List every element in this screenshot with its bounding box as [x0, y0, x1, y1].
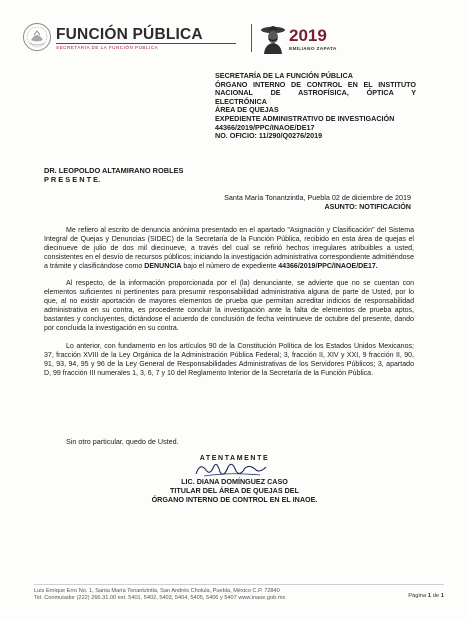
ref-line: EXPEDIENTE ADMINISTRATIVO DE INVESTIGACIÓN: [215, 113, 395, 123]
signatory-title: TITULAR DEL ÁREA DE QUEJAS DEL: [170, 485, 299, 495]
footer-rule: [34, 584, 444, 585]
ref-line: ÁREA DE QUEJAS: [215, 105, 279, 115]
letter-body: [44, 226, 414, 386]
zapata-portrait-icon: [259, 22, 287, 54]
header-divider: [251, 24, 252, 52]
year-logo: 2019: [289, 26, 327, 45]
ref-line: ELECTRÓNICA: [215, 96, 267, 106]
signatory-title: ÓRGANO INTERNO DE CONTROL EN EL INAOE.: [151, 494, 318, 504]
org-name: FUNCIÓN PÚBLICA: [56, 26, 203, 43]
footer: [34, 588, 444, 603]
recipient: [44, 166, 183, 184]
paragraph-text: bajo el número de expediente: [181, 263, 279, 271]
place-date: Santa María Tonantzintla, Puebla 02 de diciembre de 2019: [224, 193, 411, 202]
page-total: 1: [440, 593, 444, 599]
reference-block: [215, 72, 416, 141]
mexico-seal-icon: [22, 22, 52, 52]
ref-line: ÓRGANO INTERNO DE CONTROL EN EL INSTITUTO: [215, 79, 416, 89]
paragraph: [44, 226, 414, 271]
year-subtitle: EMILIANO ZAPATA: [289, 47, 337, 52]
recipient-present: P R E S E N T E.: [44, 175, 101, 184]
attentively: ATENTAMENTE: [199, 455, 270, 462]
paragraph: Al respecto, de la información proporcionada por el (la) denunciante, se advierte que no se cuentan con elementos suficientes ni pertinentes para presumir responsabilidad administrativa alguna de parte de Usted, por lo que, al no existir aportación de mayores elementos de prueba que permitan acreditar indicios de responsabilidad administrativa en su contra, es procedente concluir la investigación ante la falta de elementos de prueba aptos, bastantes y concluyentes, dictándose el acuerdo de conclusión de fecha veintinueve de octubre del presente, dando por concluida la investigación en su contra.: [44, 280, 414, 333]
page-number: [408, 593, 444, 599]
closing: Sin otro particular, quedo de Usted.: [66, 437, 179, 446]
file-number: 44366/2019/PPC/INAOE/DE17.: [278, 263, 378, 271]
ref-line: SECRETARÍA DE LA FUNCIÓN PÚBLICA: [215, 71, 353, 80]
letterhead: [22, 22, 452, 56]
denuncia-label: DENUNCIA: [144, 263, 182, 271]
signatory-name: LIC. DIANA DOMÍNGUEZ CASO: [181, 477, 288, 486]
ref-line: NO. OFICIO: 11/290/Q0276/2019: [215, 131, 323, 141]
paragraph-text: Me refiero al escrito de denuncia anónima presentado en el apartado "Asignación y Clasificación" del Sistema Integral de Quejas y Denuncias (SIDEC) de la Secretaría de la Función Pública, recibido en esta área de quejas el diecinueve de julio de dos mil diecinueve, a través del cual se refirió hechos irregulares atribuibles a usted, consistentes en el desvío de recursos públicos; iniciando la investigación administrativa correspondiente admitiéndose a trámite y clasificándose como: [44, 227, 414, 271]
page-of: de: [431, 593, 441, 599]
paragraph: Lo anterior, con fundamento en los artículos 90 de la Constitución Política de los Estados Unidos Mexicanos; 37, fracción XVIII de la Ley Orgánica de la Administración Pública Federal; 3, fracción II, XIV y XXI, 9 fracción II, 90, 91, 93, 94, 95 y 96 de la Ley General de Responsabilidades Administrativas de los Servidores Públicos; 3, apartado D, 99 fracción III numerales 1, 3, 6, 7 y 10 del Reglamento Interior de la Secretaría de la Función Pública.: [44, 342, 414, 377]
ref-line: NACIONAL DE ASTROFÍSICA, ÓPTICA Y: [215, 88, 416, 98]
subject: ASUNTO: NOTIFICACIÓN: [324, 202, 411, 211]
page-label: Página: [408, 593, 428, 599]
ref-line: 44366/2019/PPC/INAOE/DE17: [215, 122, 315, 132]
dateline: [224, 193, 411, 211]
page-current: 1: [427, 593, 432, 599]
org-subtitle: SECRETARÍA DE LA FUNCIÓN PÚBLICA: [56, 45, 159, 50]
header-rule: [56, 43, 236, 44]
footer-address: Luis Enrique Erro No. 1, Santa María Tonantzintla, San Andrés Cholula, Puebla, México C.P. 72840: [34, 588, 280, 594]
recipient-name: DR. LEOPOLDO ALTAMIRANO ROBLES: [44, 166, 184, 175]
footer-phone: Tel. Conmutador (222) 266.31.00 ext. 5401, 5402, 5403, 5404, 5405, 5406 y 5407 www.inaoe.gob.mx: [34, 595, 286, 602]
signatory: [0, 478, 469, 504]
